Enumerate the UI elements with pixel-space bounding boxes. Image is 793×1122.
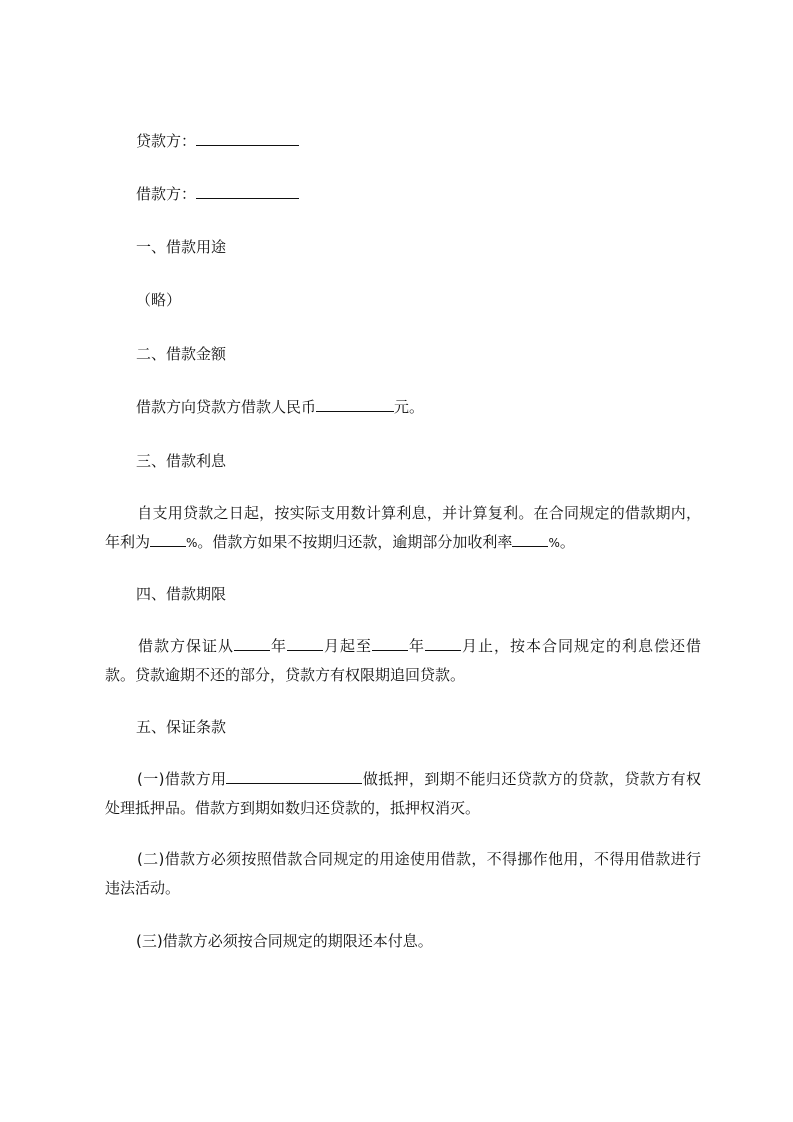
section5-heading: 五、保证条款 (136, 718, 227, 736)
section3-text2: 。借款方如果不按期归还款，逾期部分加收利率 (197, 533, 513, 551)
lender-blank (196, 131, 299, 146)
clause-1 (105, 765, 701, 823)
section2-body-before: 借款方向贷款方借款人民币 (136, 398, 317, 416)
section4-month1: 月起至 (322, 637, 372, 655)
borrower-label: 借款方： (136, 185, 197, 203)
section4-text2: 月止，按本合同规定的利息偿还借款。贷款逾期不还的部分，贷款方有权限期追回贷款。 (105, 637, 701, 684)
section1-body: （略） (136, 291, 182, 309)
lender-label: 贷款方： (136, 132, 197, 150)
section4-heading: 四、借款期限 (136, 585, 227, 603)
end-year-blank (372, 636, 408, 651)
section3-text3: 。 (559, 533, 575, 551)
section3-text1: 自支用贷款之日起，按实际支用数计算利息，并计算复利。在合同规定的借款期内，年利为 (105, 504, 701, 551)
lender-line (136, 131, 299, 151)
section2-body (136, 397, 424, 417)
clause-2 (105, 845, 701, 903)
rate-blank (150, 532, 186, 547)
section2-body-after: 元。 (394, 398, 425, 416)
clause-3: (三)借款方必须按合同规定的期限还本付息。 (136, 932, 433, 950)
clause1-before: (一)借款方用 (137, 770, 227, 788)
section3-heading: 三、借款利息 (136, 452, 227, 470)
amount-blank (316, 397, 394, 412)
section4-year1: 年 (269, 637, 287, 655)
start-year-blank (234, 636, 270, 651)
section1-heading: 一、借款用途 (136, 238, 227, 256)
section3-body (105, 499, 701, 558)
clause2-text: (二)借款方必须按照借款合同规定的用途使用借款，不得挪作他用，不得用借款进行违法活动。 (105, 850, 701, 897)
end-month-blank (425, 636, 461, 651)
penalty-rate-blank (512, 532, 548, 547)
collateral-blank (226, 769, 362, 784)
borrower-line (136, 184, 299, 204)
clause1-after: 做抵押，到期不能归还贷款方的贷款，贷款方有权处理抵押品。借款方到期如数归还贷款的，抵押权消灭。 (105, 770, 701, 817)
section2-heading: 二、借款金额 (136, 345, 227, 363)
section3-pct1: % (186, 536, 198, 550)
start-month-blank (287, 636, 323, 651)
section3-pct2: % (548, 536, 560, 550)
section4-year2: 年 (407, 637, 425, 655)
section4-body (105, 632, 701, 690)
section4-text1: 借款方保证从 (137, 637, 234, 655)
borrower-blank (196, 184, 299, 199)
